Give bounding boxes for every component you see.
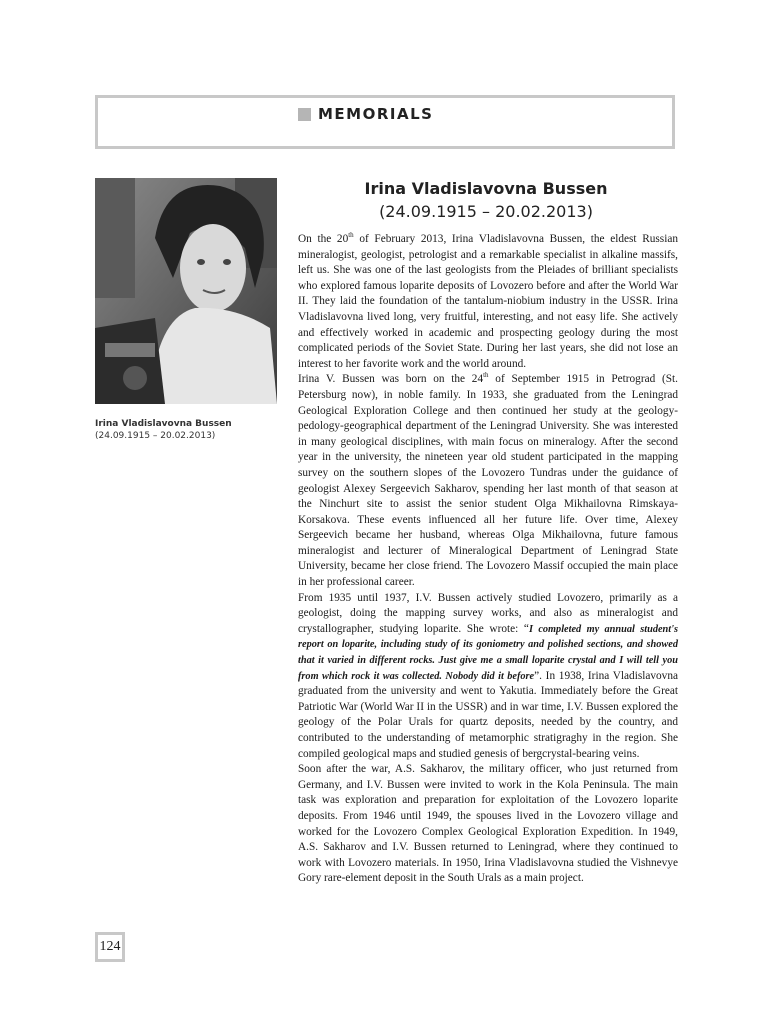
paragraph — [298, 591, 678, 763]
paragraph — [298, 372, 678, 590]
portrait-photo-image — [95, 178, 277, 404]
caption-dates: (24.09.1915 – 20.02.2013) — [95, 431, 216, 441]
article-subtitle: (24.09.1915 – 20.02.2013) — [379, 202, 593, 221]
article-body — [298, 232, 678, 887]
quote: I completed my annual student's report on loparite, including study of its goniometry and polished sections, and showed that it varied in different rocks. Just give me a small loparite crystal and I will tell you from which rock it was collected. Nobody did it before — [298, 623, 678, 682]
portrait-photo — [95, 178, 277, 404]
section-title — [298, 104, 433, 124]
superscript: th — [348, 231, 354, 240]
section-title-text: MEMORIALS — [318, 105, 434, 123]
text-span: of February 2013, Irina Vladislavovna Bussen, the eldest Russian mineralogist, geologist, petrologist and a remarkable specialist in alkaline massifs, left us. She was one of the last geologists from the Pleiades of brilliant specialists who explored famous loparite deposits of Lovozero before and after the World War II. They laid the foundation of the tantalum-niobium industry in the USSR. Irina Vladislavovna lived long, very fruitful, interesting, and not easy life. She actively and effectively worked in academic and prospecting geology during the most complicated periods of the Soviet State. During her last years, she did not lose an interest to her favorite work and the world around. — [298, 233, 678, 370]
text-span: ”. In 1938, Irina Vladislavovna graduated from the university and went to Yakutia. Immediately before the Great Patriotic War (World War II in the USSR) and in war time, I.V. Bussen explored the geology of the Polar Urals for quartz deposits, needed by the country, and contributed to the understanding of metamorphic stratigraghy in the region. She compiled geological maps and studied genesis of bergcrystal-bearing veins. — [298, 669, 678, 760]
text-span: Irina V. Bussen was born on the 24 — [298, 373, 484, 386]
text-span: of September 1915 in Petrograd (St. Petersburg now), in noble family. In 1933, she graduated from the Leningrad Geological Exploration College and then continued her study at the geology-pedology-geographical department of the Leningrad University. She was interested in many geological disciplines, with main focus on mineralogy. After the second year in the university, the nineteen year old student participated in the mapping survey on the southern slopes of the Lovozero Tundras under the guidance of geologist Alexey Sergeevich Sakharov, spending her last month of that season at the Ninchurt site to assist the senior student Olga Mikhailovna Rimskaya-Korsakova. These events influenced all her future life. Over time, Alexey Sergeevich became her husband, whereas Olga Mikhailovna, future famous mineralogist and lecturer of Mineralogical Department of Leningrad State University, became her close friend. The Lovozero Massif occupied the main place in her professional career. — [298, 373, 678, 589]
superscript: th — [483, 371, 489, 380]
text-span: On the 20 — [298, 233, 349, 245]
paragraph — [298, 232, 678, 372]
page-number: 124 — [95, 932, 125, 962]
text-span: From 1935 until 1937, I.V. Bussen actively studied Lovozero, primarily as a geologist, doing the mapping survey works, and also as mineralogist and crystallographer, studying loparite. She wrote: “ — [298, 591, 678, 635]
caption-name: Irina Vladislavovna Bussen — [95, 419, 232, 429]
article-title-block — [298, 178, 674, 224]
photo-caption — [95, 418, 285, 442]
square-bullet-icon — [298, 108, 311, 121]
paragraph: Soon after the war, A.S. Sakharov, the military officer, who just returned from Germany, and I.V. Bussen were invited to work in the Kola Peninsula. The main task was exploration and preparation for exploitation of the Lovozero loparite deposits. From 1946 until 1949, the spouses lived in the Lovozero village and worked for the Lovozero Complex Geological Exploration Expedition. In 1949, A.S. Sakharov and I.V. Bussen returned to Leningrad, where they continued to work with Lovozero materials. In 1950, Irina Vladislavovna studied the Vishnevye Gory rare-element deposit in the South Urals as a main project. — [298, 763, 678, 885]
article-title: Irina Vladislavovna Bussen — [364, 179, 608, 198]
